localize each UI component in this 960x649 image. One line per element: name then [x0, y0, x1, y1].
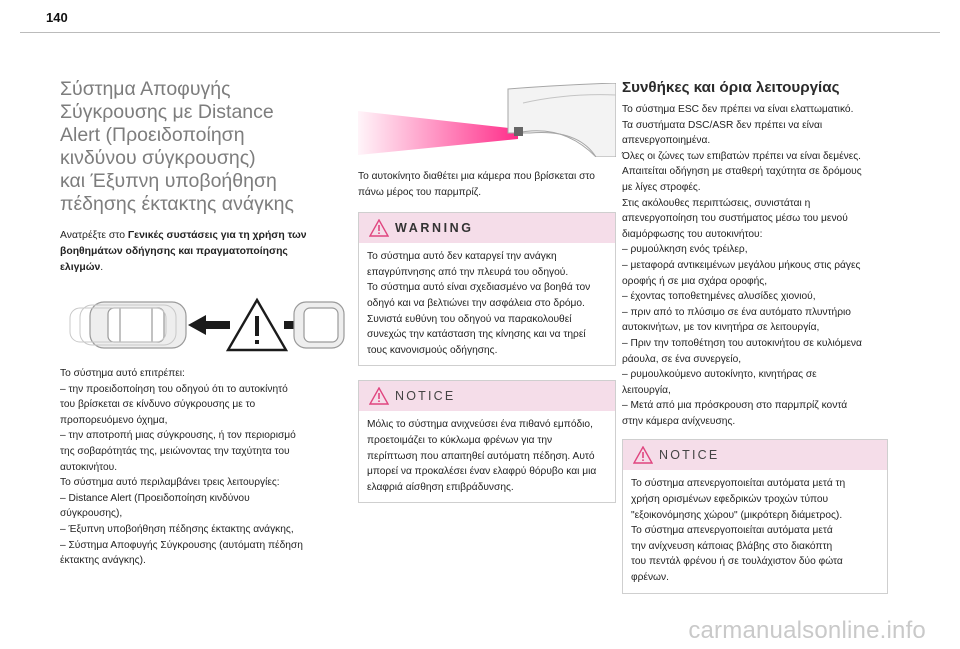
- feature-description: [60, 366, 345, 569]
- text-line: Απαιτείται οδήγηση με σταθερή ταχύτητα σε δρόμους: [622, 166, 862, 178]
- notice-text: [359, 411, 615, 502]
- notice-box: [622, 439, 888, 593]
- text-line: Στις ακόλουθες περιπτώσεις, συνιστάται η: [622, 197, 811, 209]
- text-line: του πεντάλ φρένου ή σε τουλάχιστον δύο φώτα: [631, 556, 843, 568]
- text-line: – Μετά από μια πρόσκρουση στο παρμπρίζ κοντά: [622, 400, 848, 412]
- left-column: [60, 48, 345, 569]
- text-line: – έχοντας τοποθετημένες αλυσίδες χιονιού,: [622, 291, 816, 303]
- text-line: Το σύστημα αυτό δεν καταργεί την ανάγκη: [367, 251, 557, 263]
- text-line: περίπτωση που απαιτηθεί αυτόματη πέδηση. Αυτό: [367, 450, 595, 462]
- title-line: κινδύνου σύγκρουσης): [60, 147, 256, 169]
- top-divider: [20, 32, 940, 33]
- right-column: [622, 48, 888, 594]
- text-line: πάνω μέρος του παρμπρίζ.: [358, 186, 482, 198]
- text-line: – Πριν την τοποθέτηση του αυτοκινήτου σε κυλιόμενα: [622, 337, 862, 349]
- text-line: του βρίσκεται σε κίνδυνο σύγκρουσης με το: [60, 399, 256, 411]
- intro-bold-line: Γενικές συστάσεις για τη χρήση των: [127, 230, 307, 241]
- text-line: έκτακτης ανάγκης).: [60, 555, 146, 567]
- text-line: Συνιστά ευθύνη του οδηγού να παρακολουθεί: [367, 313, 572, 325]
- intro-bold-line: βοηθημάτων οδήγησης και πραγματοποίησης: [60, 246, 288, 257]
- text-line: επαγρύπνησης από την πλευρά του οδηγού.: [367, 266, 569, 278]
- text-line: Το σύστημα αυτό περιλαμβάνει τρεις λειτουργίες:: [60, 477, 280, 489]
- text-line: – ρυμουλκούμενο αυτοκίνητο, κινητήρας σε: [622, 369, 817, 381]
- warning-text: [359, 243, 615, 365]
- intro-prefix: Ανατρέξτε στο: [60, 230, 128, 241]
- text-line: μπορεί να προκαλέσει έναν ελαφρύ θόρυβο και μια: [367, 466, 597, 478]
- warning-box: [358, 212, 616, 366]
- text-line: ελαφριά αίσθηση επιβράδυνσης.: [367, 481, 514, 493]
- notice-header: [359, 381, 615, 411]
- text-line: συνεχώς την κατάσταση της κίνησης και να τηρεί: [367, 329, 586, 341]
- text-line: λειτουργία,: [622, 384, 671, 396]
- text-line: – την προειδοποίηση του οδηγού ότι το αυτοκίνητό: [60, 383, 288, 395]
- text-line: Το σύστημα αυτό επιτρέπει:: [60, 368, 185, 379]
- page-number: 140: [46, 10, 68, 25]
- text-line: – πριν από το πλύσιμο σε ένα αυτόματο πλυντήριο: [622, 306, 851, 318]
- text-line: τους κανονισμούς οδήγησης.: [367, 344, 498, 356]
- watermark: carmanualsonline.info: [688, 617, 926, 644]
- text-line: οδηγό και να βελτιώνει την ασφάλεια στο δρόμο.: [367, 297, 585, 309]
- text-line: προπορευόμενο όχημα,: [60, 414, 168, 426]
- title-line: Σύγκρουσης με Distance: [60, 101, 274, 123]
- text-line: Όλες οι ζώνες των επιβατών πρέπει να είναι δεμένες.: [622, 150, 861, 162]
- text-line: "εξοικονόμησης χώρου" (μικρότερη διάμετρος).: [631, 509, 843, 521]
- conditions-title: Συνθήκες και όρια λειτουργίας: [622, 79, 840, 96]
- text-line: φρένων.: [631, 572, 669, 584]
- text-line: Το σύστημα ESC δεν πρέπει να είναι ελαττωματικό.: [622, 104, 854, 115]
- text-line: Μόλις το σύστημα ανιχνεύσει ένα πιθανό εμπόδιο,: [367, 419, 593, 431]
- text-line: της σοβαρότητάς της, μειώνοντας την ταχύτητα του: [60, 445, 290, 457]
- warning-triangle-icon: [369, 219, 389, 237]
- notice-text: [623, 470, 887, 592]
- warning-header: [359, 213, 615, 243]
- text-line: – Σύστημα Αποφυγής Σύγκρουσης (αυτόματη πέδηση: [60, 539, 303, 551]
- collision-illustration: [60, 296, 345, 356]
- title-line: και Έξυπνη υποβοήθηση: [60, 170, 277, 192]
- text-line: – ρυμούλκηση ενός τρέιλερ,: [622, 244, 748, 256]
- section-title-left: [60, 78, 345, 216]
- title-line: πέδησης έκτακτης ανάγκης: [60, 193, 294, 215]
- cars-distance-icon: [60, 296, 345, 356]
- title-line: Alert (Προειδοποίηση: [60, 124, 245, 146]
- text-line: Το σύστημα απενεργοποιείται αυτόματα μετά: [631, 525, 833, 537]
- text-line: Το σύστημα αυτό είναι σχεδιασμένο να βοηθά τον: [367, 282, 591, 294]
- text-line: Τα συστήματα DSC/ASR δεν πρέπει να είναι: [622, 119, 823, 131]
- text-line: ράουλα, σε ένα συνεργείο,: [622, 353, 742, 365]
- text-line: με λίγες στροφές.: [622, 181, 701, 193]
- warning-triangle-icon: [369, 387, 389, 405]
- intro-suffix: .: [100, 262, 104, 273]
- middle-column: [358, 48, 616, 503]
- text-line: – Distance Alert (Προειδοποίηση κινδύνου: [60, 492, 250, 504]
- text-line: χρήση ορισμένων εφεδρικών τροχών τύπου: [631, 494, 829, 506]
- camera-illustration: [358, 83, 616, 157]
- notice-title: NOTICE: [659, 448, 720, 463]
- text-line: οροφής ή σε μια σχάρα οροφής,: [622, 275, 768, 287]
- notice-header: [623, 440, 887, 470]
- notice-title: NOTICE: [395, 389, 456, 404]
- text-line: την ανίχνευση κάποιας βλάβης στο διακόπτη: [631, 540, 833, 552]
- text-line: αυτοκινήτων, με τον κινητήρα σε λειτουργία,: [622, 322, 820, 334]
- text-line: – Έξυπνη υποβοήθηση πέδησης έκτακτης ανάγκης,: [60, 523, 294, 535]
- camera-caption: [358, 169, 616, 200]
- title-line: Σύστημα Αποφυγής: [60, 78, 231, 100]
- text-line: απενεργοποιημένα.: [622, 135, 711, 147]
- text-line: – μεταφορά αντικειμένων μεγάλου μήκους στις ράγες: [622, 259, 861, 271]
- text-line: στην κάμερα ανίχνευσης.: [622, 415, 736, 427]
- intro-bold-line: ελιγμών: [60, 262, 101, 273]
- text-line: Το σύστημα απενεργοποιείται αυτόματα μετά τη: [631, 478, 846, 490]
- text-line: – την αποτροπή μιας σύγκρουσης, ή τον περιορισμό: [60, 430, 296, 442]
- notice-box: [358, 380, 616, 503]
- text-line: προετοιμάζει το κύκλωμα φρένων για την: [367, 434, 553, 446]
- warning-title: WARNING: [395, 221, 474, 236]
- text-line: διαμόρφωσης του αυτοκινήτου:: [622, 228, 763, 240]
- warning-triangle-icon: [633, 446, 653, 464]
- text-line: αυτοκινήτου.: [60, 461, 118, 473]
- conditions-text: [622, 102, 888, 429]
- windshield-camera-icon: [358, 83, 616, 157]
- text-line: σύγκρουσης),: [60, 508, 123, 520]
- text-line: απενεργοποίηση του συστήματος μέσω του μενού: [622, 213, 848, 225]
- text-line: Το αυτοκίνητο διαθέτει μια κάμερα που βρίσκεται στο: [358, 171, 595, 182]
- intro-reference: [60, 228, 345, 276]
